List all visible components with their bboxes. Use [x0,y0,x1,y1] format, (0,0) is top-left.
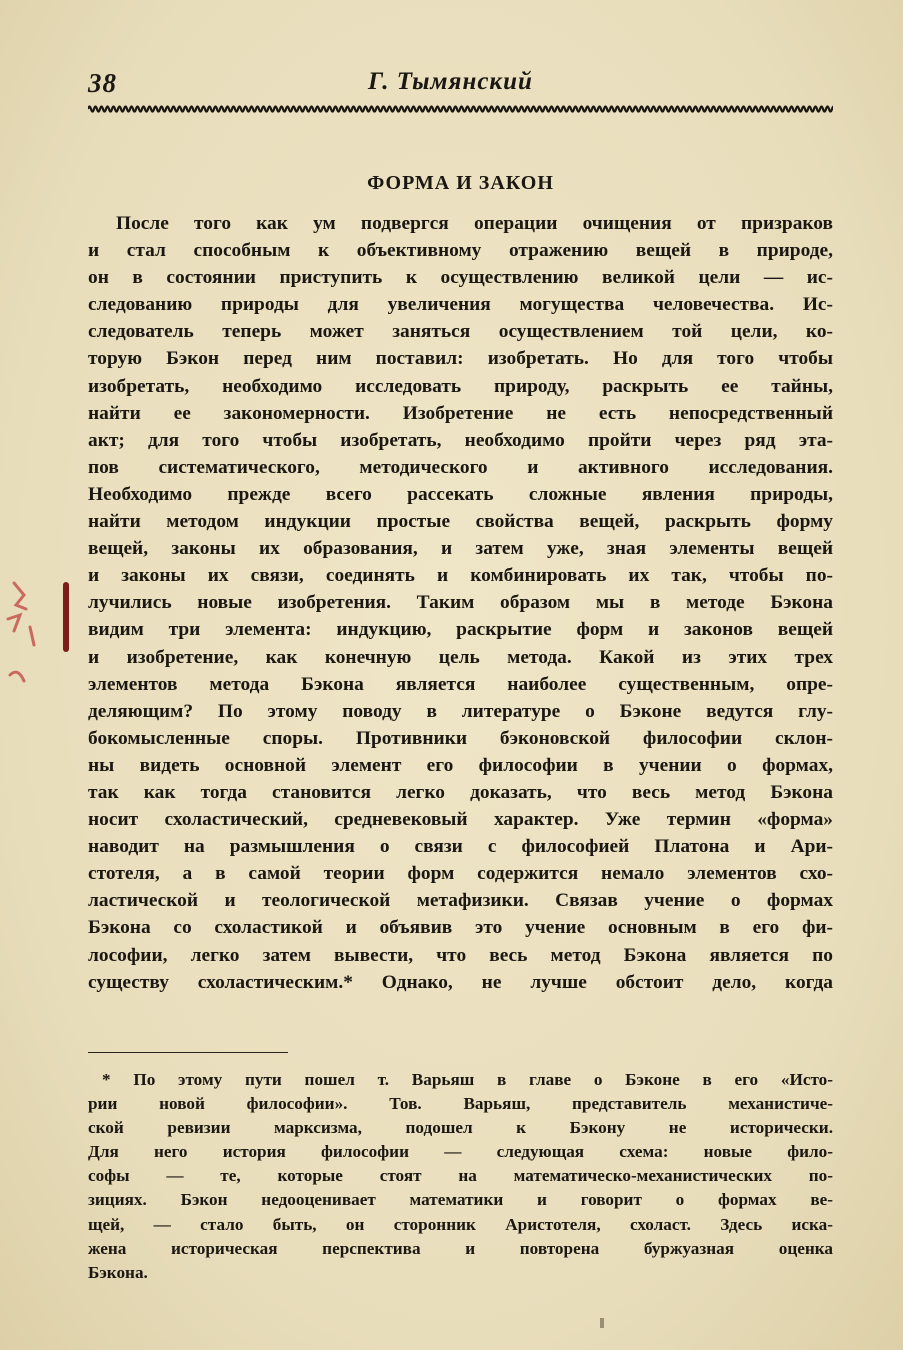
body-line: найти ее закономерности. Изобретение не есть непосредственный [88,402,833,424]
body-line: деляющим? По этому поводу в литературе о Бэконе ведутся глу- [88,700,833,722]
body-line: ластической и теологической метафизики. Связав учение о формах [88,890,833,912]
running-head: Г. Тымянский [368,68,533,95]
footnote [88,1068,833,1285]
body-text [88,210,833,996]
footnote-line: софы — те, которые стоят на математическо-механистических по- [88,1166,833,1186]
body-line: видим три элемента: индукцию, раскрытие форм и законов вещей [88,619,833,641]
body-line: и законы их связи, соединять и комбинировать их так, чтобы по- [88,565,833,587]
footnote-divider [88,1052,288,1053]
body-line: торую Бэкон перед ним поставил: изобретать. Но для того чтобы [88,348,833,370]
paper-speck [600,1318,604,1328]
body-line: вещей, законы их образования, и затем уже, зная элементы вещей [88,538,833,560]
footnote-line: щей, — стало быть, он сторонник Аристотеля, схоласт. Здесь иска- [88,1214,833,1234]
footnote-line: Для него история философии — следующая схема: новые фило- [88,1142,833,1162]
section-title: ФОРМА И ЗАКОН [367,172,554,194]
body-line: найти методом индукции простые свойства вещей, раскрыть форму [88,511,833,533]
body-line: Бэкона со схоластикой и объявив это учение основным в его фи- [88,917,833,939]
body-line: наводит на размышления о связи с философией Платона и Ари- [88,836,833,858]
footnote-line: * По этому пути пошел т. Варьяш в главе о Бэконе в его «Исто- [102,1070,833,1089]
body-line: так как тогда становится легко доказать, что весь метод Бэкона [88,781,833,803]
body-line: пов систематического, методического и активного исследования. [88,456,833,478]
footnote-line: ской ревизии марксизма, подошел к Бэкону не исторически. [88,1118,833,1138]
body-line: лучились новые изобретения. Таким образом мы в методе Бэкона [88,592,833,614]
body-line: он в состоянии приступить к осуществлению великой цели — ис- [88,267,833,289]
body-line: Необходимо прежде всего рассекать сложные явления природы, [88,483,833,505]
body-line: и изобретение, как конечную цель метода. Какой из этих трех [88,646,833,668]
body-line: лософии, легко затем вывести, что весь метод Бэкона является по [88,944,833,966]
page-header [88,68,833,102]
body-line: После того как ум подвергся операции очищения от призраков [116,213,833,234]
footnote-line: зициях. Бэкон недооценивает математики и говорит о формах ве- [88,1190,833,1210]
footnote-line: жена историческая перспектива и повторена буржуазная оценка [88,1238,833,1258]
body-line: носит схоластический, средневековый характер. Уже термин «форма» [88,809,833,831]
body-line: бокомысленные споры. Противники бэконовской философии склон- [88,727,833,749]
body-line: и стал способным к объективному отражению вещей в природе, [88,240,833,262]
body-line: существу схоластическим.* Однако, не лучше обстоит дело, когда [88,971,833,993]
page-number: 38 [88,68,117,98]
body-line: следователь теперь может заняться осуществлением той цели, ко- [88,321,833,343]
body-line: элементов метода Бэкона является наиболее существенным, опре- [88,673,833,695]
footnote-line: рии новой философии». Тов. Варьяш, представитель механистиче- [88,1094,833,1114]
decorative-wavy-rule [88,104,833,114]
body-line: следованию природы для увеличения могущества человечества. Ис- [88,294,833,316]
footnote-line: Бэкона. [88,1262,148,1282]
body-line: ны видеть основной элемент его философии в учении о формах, [88,754,833,776]
body-line: изобретать, необходимо исследовать природу, раскрыть ее тайны, [88,375,833,397]
body-line: стотеля, а в самой теории форм содержится немало элементов схо- [88,863,833,885]
margin-pencil-mark [2,575,72,695]
body-line: акт; для того чтобы изобретать, необходимо пройти через ряд эта- [88,429,833,451]
